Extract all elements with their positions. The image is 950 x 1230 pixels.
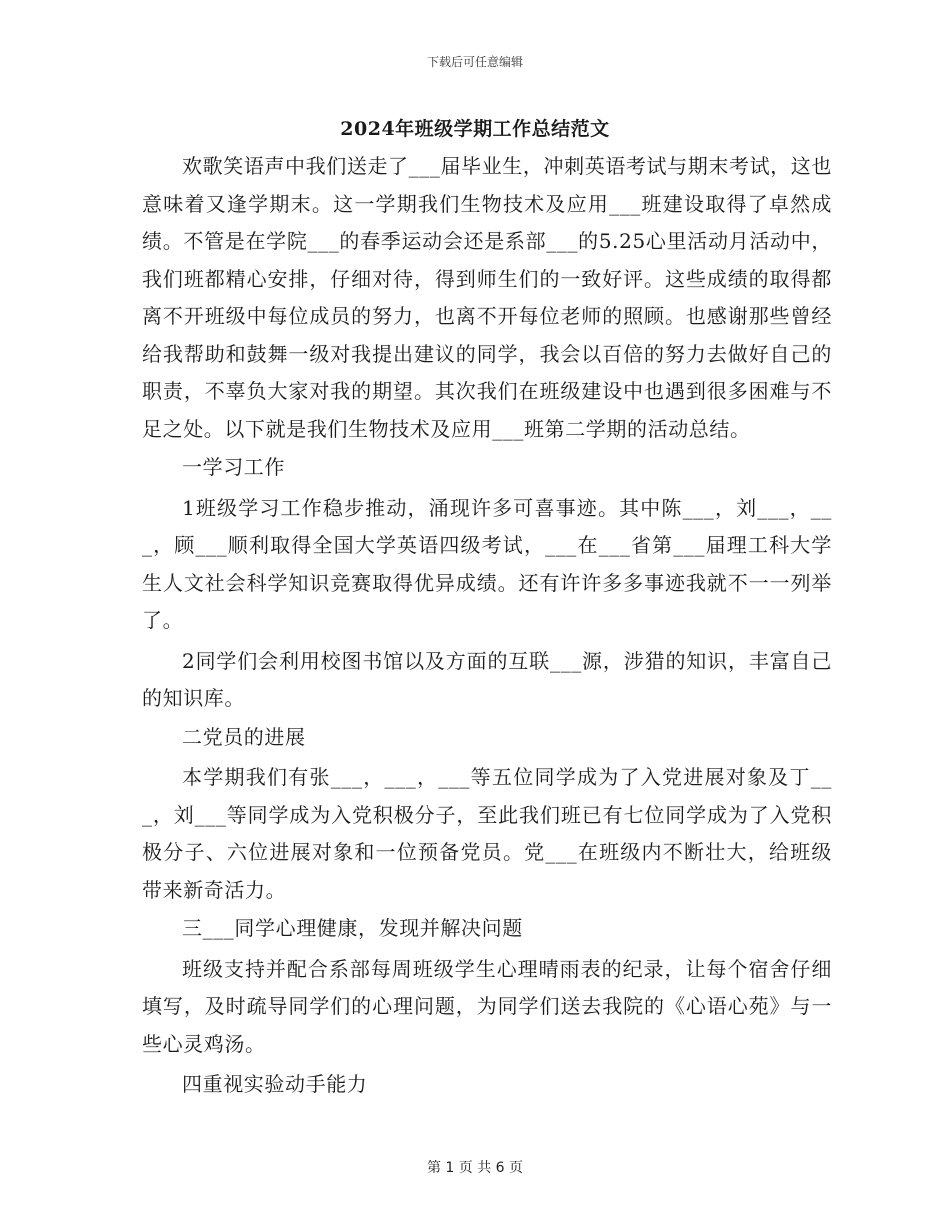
paragraph-party: 本学期我们有张___，___，___等五位同学成为了入党进展对象及丁___，刘___等同学成为入党积极分子，至此我们班已有七位同学成为了入党积极分子、六位进展对象和一位预备党员。党___在班级内不断壮大，给班级带来新奇活力。 xyxy=(142,765,832,902)
section-heading-mental-health: 三___同学心理健康，发现并解决问题 xyxy=(182,916,523,940)
document-body xyxy=(142,148,832,1104)
paragraph-mental-health: 班级支持并配合系部每周班级学生心理晴雨表的纪录，让每个宿舍仔细填写，及时疏导同学们的心理问题，为同学们送去我院的《心语心苑》与一些心灵鸡汤。 xyxy=(142,956,832,1056)
section-heading-experiment: 四重视实验动手能力 xyxy=(182,1072,368,1096)
section-heading-study: 一学习工作 xyxy=(182,455,285,479)
page-number: 第 1 页 共 6 页 xyxy=(426,1160,524,1176)
paragraph-study-1: 1班级学习工作稳步推动，涌现许多可喜事迹。其中陈___，刘___，___，顾___顺利取得全国大学英语四级考试，___在___省第___届理工科大学生人文社会科学知识竞赛取得优异成绩。还有许许多多事迹我就不一一列举了。 xyxy=(142,495,832,632)
page-header-note: 下载后可任意编辑 xyxy=(426,55,523,69)
paragraph-intro: 欢歌笑语声中我们送走了___届毕业生，冲刺英语考试与期末考试，这也意味着又逢学期末。这一学期我们生物技术及应用___班建设取得了卓然成绩。不管是在学院___的春季运动会还是系部___的5.25心里活动月活动中，我们班都精心安排，仔细对待，得到师生们的一致好评。这些成绩的取得都离不开班级中每位成员的努力，也离不开每位老师的照顾。也感谢那些曾经给我帮助和鼓舞一级对我提出建议的同学，我会以百倍的努力去做好自己的职责，不辜负大家对我的期望。其次我们在班级建设中也遇到很多困难与不足之处。以下就是我们生物技术及应用___班第二学期的活动总结。 xyxy=(142,154,832,441)
paragraph-study-2: 2同学们会利用校图书馆以及方面的互联___源，涉猎的知识，丰富自己的知识库。 xyxy=(142,648,832,710)
section-heading-party: 二党员的进展 xyxy=(182,724,306,749)
document-title: 2024年班级学期工作总结范文 xyxy=(340,118,610,140)
